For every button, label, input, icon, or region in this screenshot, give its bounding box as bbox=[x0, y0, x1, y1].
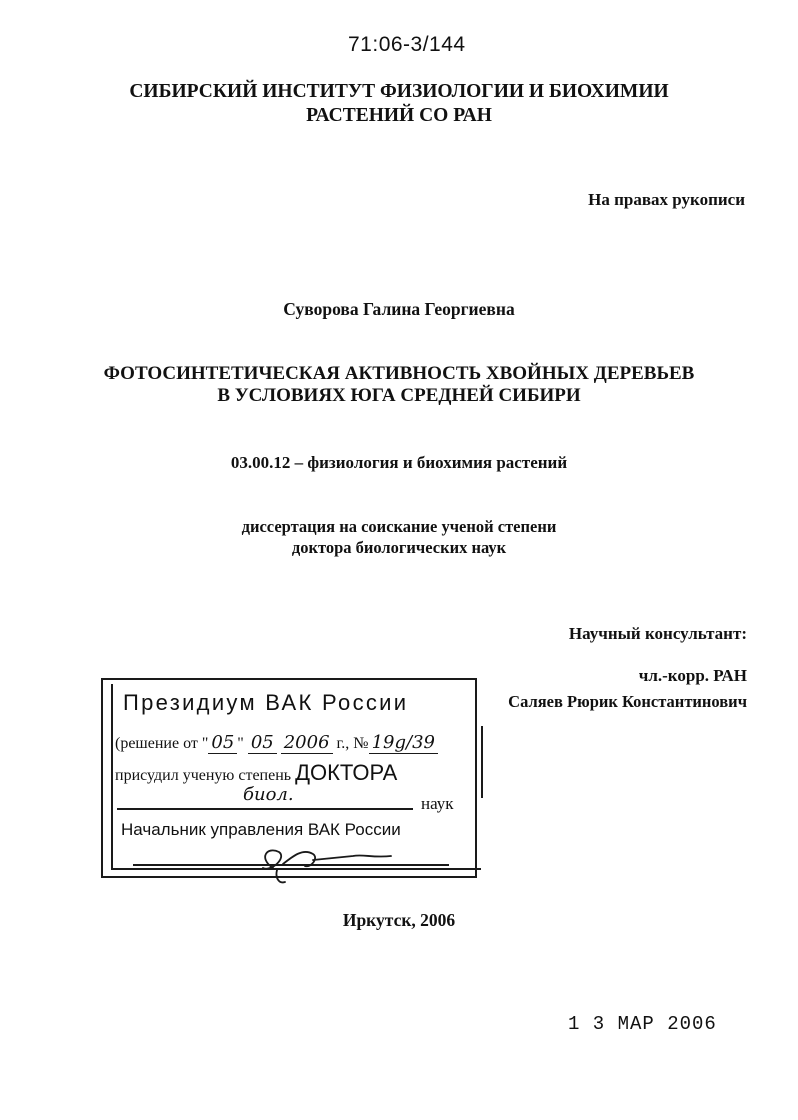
science-suffix: наук bbox=[421, 794, 454, 813]
degree-line-2: доктора биологических наук bbox=[291, 538, 507, 557]
consultant-rank: чл.-корр. РАН bbox=[638, 666, 747, 685]
place-and-year: Иркутск, 2006 bbox=[342, 910, 456, 930]
manuscript-note: На правах рукописи bbox=[588, 190, 745, 209]
degree-line-1: диссертация на соискание ученой степени bbox=[241, 517, 557, 536]
decision-day: 05 bbox=[208, 732, 237, 754]
decision-quote: " bbox=[237, 735, 244, 752]
decision-number: 19g/39 bbox=[369, 732, 438, 754]
received-date-stamp: 1 3 МАР 2006 bbox=[568, 1013, 717, 1035]
consultant-label: Научный консультант: bbox=[568, 624, 747, 643]
institute-name bbox=[0, 80, 798, 128]
decision-year: 2006 bbox=[281, 732, 333, 754]
author-name: Суворова Галина Георгиевна bbox=[283, 299, 515, 319]
dissertation-title bbox=[0, 363, 798, 407]
institute-line-1: СИБИРСКИЙ ИНСТИТУТ ФИЗИОЛОГИИ И БИОХИМИИ bbox=[129, 81, 669, 102]
decision-prefix: (решение от " bbox=[115, 735, 209, 752]
vak-stamp bbox=[101, 678, 477, 878]
decision-year-suffix: г., № bbox=[332, 735, 369, 752]
science-handwritten: биол. bbox=[243, 784, 294, 805]
signature-line bbox=[133, 864, 449, 866]
specialty-code: 03.00.12 – физиология и биохимия растений bbox=[230, 453, 568, 472]
awarded-degree: ДОКТОРА bbox=[295, 760, 398, 785]
title-line-1: ФОТОСИНТЕТИЧЕСКАЯ АКТИВНОСТЬ ХВОЙНЫХ ДЕРЕВЬЕВ bbox=[103, 363, 695, 384]
stamp-awarded bbox=[115, 760, 397, 786]
awarded-text: присудил ученую степень bbox=[115, 767, 296, 784]
stamp-right-edge bbox=[481, 726, 483, 798]
stamp-decision bbox=[115, 732, 438, 753]
institute-line-2: РАСТЕНИЙ СО РАН bbox=[306, 105, 492, 126]
document-code: 71:06-3/144 bbox=[348, 33, 466, 56]
decision-month: 05 bbox=[248, 732, 277, 754]
science-underline bbox=[117, 808, 413, 810]
stamp-title: Президиум ВАК России bbox=[123, 690, 409, 715]
title-line-2: В УСЛОВИЯХ ЮГА СРЕДНЕЙ СИБИРИ bbox=[217, 385, 581, 406]
handwritten-signature bbox=[253, 838, 403, 888]
consultant-name: Саляев Рюрик Константинович bbox=[508, 692, 747, 711]
stamp-head-title: Начальник управления ВАК России bbox=[121, 820, 401, 839]
degree-statement bbox=[0, 516, 798, 558]
